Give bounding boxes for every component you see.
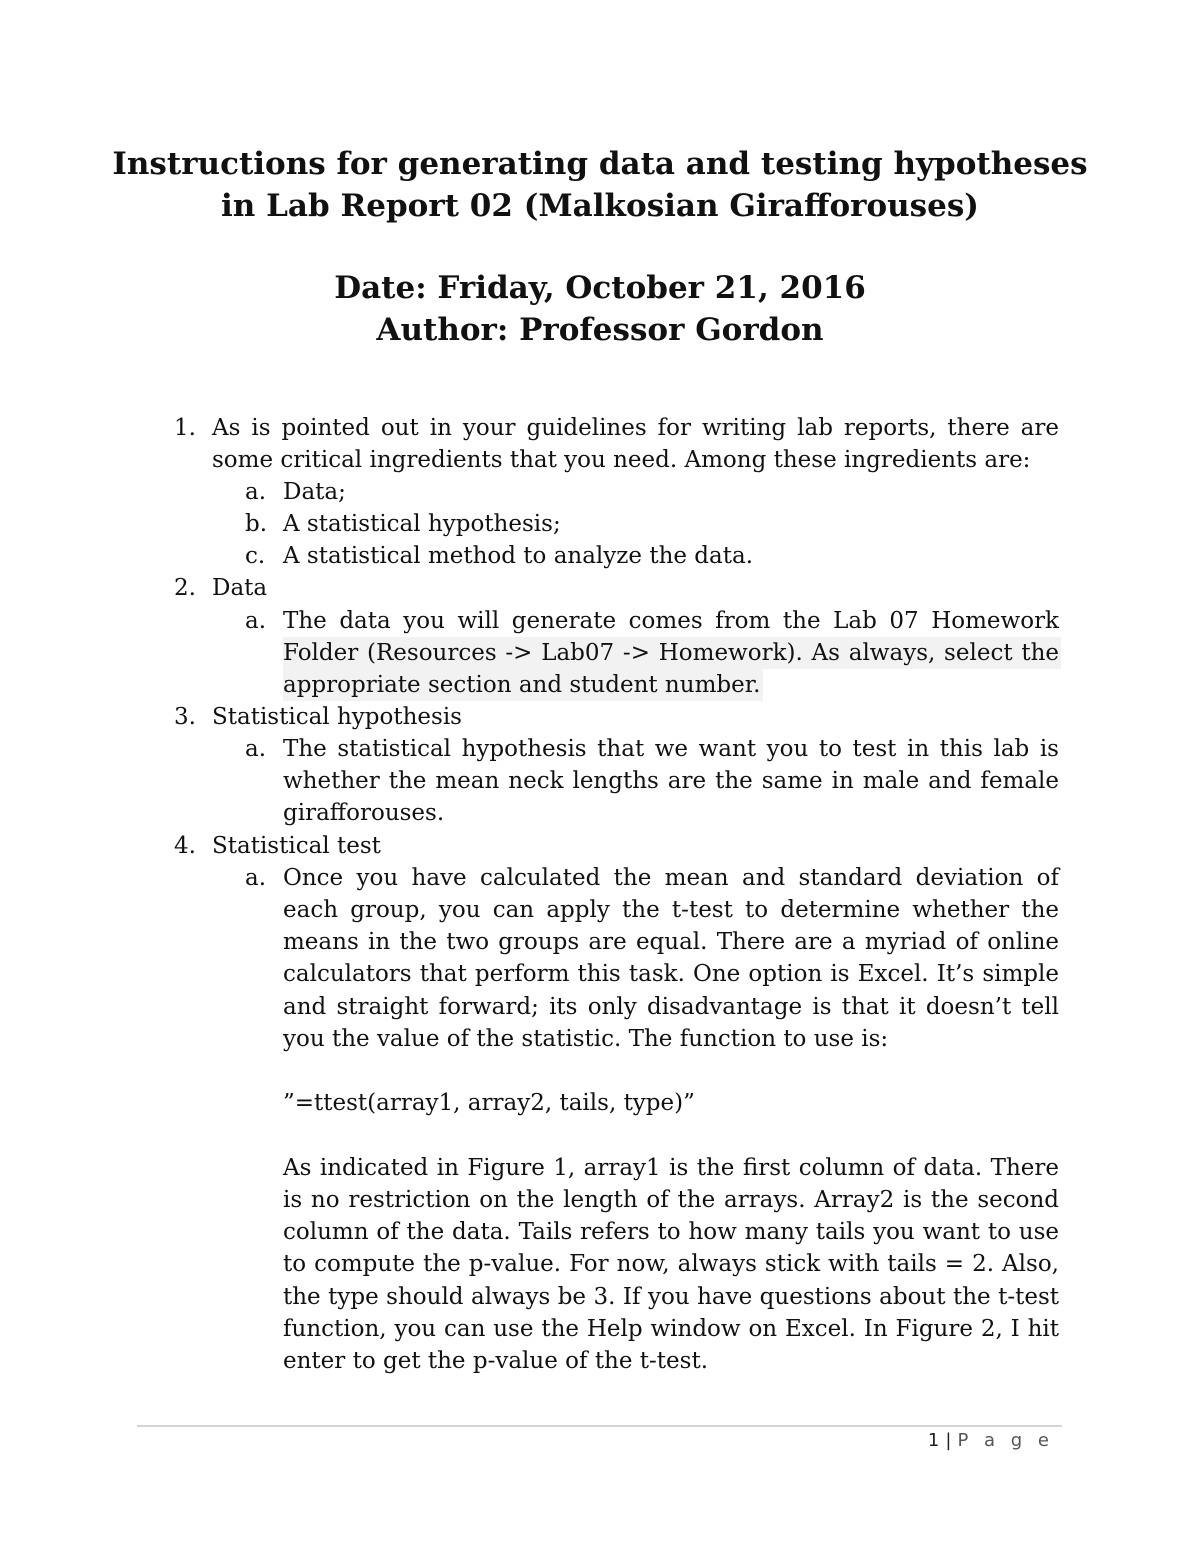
- sub-letter: a.: [245, 479, 267, 505]
- sub-letter: a.: [245, 736, 267, 762]
- para-line-7: enter to get the p-value of the t-test.: [283, 1348, 709, 1374]
- list-number: 1.: [174, 415, 196, 441]
- list-number: 3.: [174, 704, 196, 730]
- para-line-6: function, you can use the Help window on Excel. In Figure 2, I hit: [283, 1316, 1059, 1342]
- formula-text: ”=ttest(array1, array2, tails, type)”: [283, 1090, 695, 1116]
- item-3-line-1: The statistical hypothesis that we want you to test in this lab is: [283, 736, 1059, 762]
- item-4-line-6: you the value of the statistic. The function to use is:: [283, 1026, 889, 1052]
- para-line-1: As indicated in Figure 1, array1 is the first column of data. There: [283, 1155, 1059, 1181]
- document-date: Date: Friday, October 21, 2016: [334, 270, 866, 306]
- document-author: Author: Professor Gordon: [376, 312, 824, 348]
- para-line-5: the type should always be 3. If you have questions about the t-test: [283, 1284, 1059, 1310]
- footer-divider: [137, 1425, 1062, 1427]
- item-4-line-4: calculators that perform this task. One option is Excel. It’s simple: [283, 961, 1059, 987]
- para-line-4: to compute the p-value. For now, always stick with tails = 2. Also,: [283, 1251, 1059, 1277]
- item-4-line-1: Once you have calculated the mean and standard deviation of: [283, 865, 1059, 891]
- para-line-3: column of the data. Tails refers to how many tails you want to use: [283, 1219, 1059, 1245]
- list-number: 4.: [174, 833, 196, 859]
- sub-letter: a.: [245, 608, 267, 634]
- sub-item-text: A statistical method to analyze the data.: [283, 543, 754, 569]
- list-number: 2.: [174, 575, 196, 601]
- footer-separator: |: [945, 1430, 952, 1451]
- item-1-line-2: some critical ingredients that you need. Among these ingredients are:: [212, 447, 1031, 473]
- item-heading-hypothesis: Statistical hypothesis: [212, 704, 462, 730]
- sub-letter: a.: [245, 865, 267, 891]
- item-2-line-1: The data you will generate comes from the Lab 07 Homework: [283, 608, 1059, 634]
- para-line-2: is no restriction on the length of the arrays. Array2 is the second: [283, 1187, 1059, 1213]
- document-title-line-1: Instructions for generating data and testing hypotheses: [112, 146, 1088, 182]
- page-number: 1: [927, 1430, 940, 1451]
- item-heading-test: Statistical test: [212, 833, 381, 859]
- item-1-line-1: As is pointed out in your guidelines for writing lab reports, there are: [212, 415, 1059, 441]
- item-4-line-2: each group, you can apply the t-test to determine whether the: [283, 897, 1059, 923]
- page-footer: [928, 1430, 1054, 1451]
- document-title-line-2: in Lab Report 02 (Malkosian Girafforouses): [221, 188, 979, 224]
- sub-letter: c.: [245, 543, 266, 569]
- item-2-line-2: Folder (Resources -> Lab07 -> Homework). As always, select the: [283, 637, 1061, 669]
- sub-item-text: Data;: [283, 479, 346, 505]
- sub-item-text: A statistical hypothesis;: [283, 511, 561, 537]
- page-label: P a g e: [957, 1430, 1054, 1451]
- sub-letter: b.: [245, 511, 268, 537]
- item-4-line-5: and straight forward; its only disadvantage is that it doesn’t tell: [283, 994, 1059, 1020]
- item-heading-data: Data: [212, 575, 268, 601]
- item-3-line-3: girafforouses.: [283, 800, 445, 826]
- item-2-line-3: appropriate section and student number.: [283, 669, 763, 701]
- item-4-line-3: means in the two groups are equal. There are a myriad of online: [283, 929, 1059, 955]
- item-3-line-2: whether the mean neck lengths are the same in male and female: [283, 768, 1059, 794]
